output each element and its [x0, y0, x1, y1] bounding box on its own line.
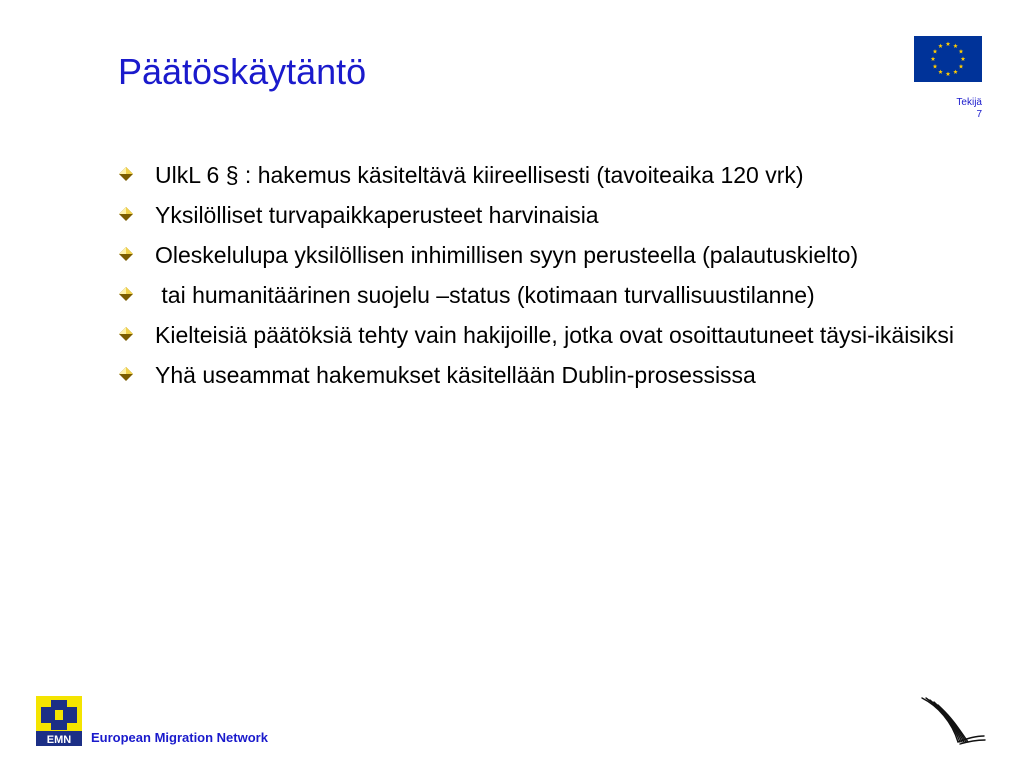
bullet-text: Kielteisiä päätöksiä tehty vain hakijoille, jotka ovat osoittautuneet täysi-ikäisiksi [155, 322, 955, 348]
bullet-item [118, 240, 998, 271]
bullet-list [118, 160, 998, 400]
bird-logo-icon [918, 692, 986, 750]
bullet-item [118, 360, 998, 391]
slide-meta [956, 97, 982, 121]
bullet-item [118, 160, 998, 191]
bullet-text: Yksilölliset turvapaikkaperusteet harvinaisia [155, 202, 599, 228]
diamond-bullet-icon [118, 286, 134, 302]
emn-logo-text: EMN [46, 734, 72, 746]
eu-flag-icon [914, 36, 982, 82]
emn-logo-icon [36, 696, 82, 746]
slide-title: Päätöskäytäntö [118, 51, 367, 92]
bullet-text: Yhä useammat hakemukset käsitellään Dublin-prosessissa [155, 362, 756, 388]
footer-org-name: European Migration Network [91, 730, 268, 745]
diamond-bullet-icon [118, 246, 134, 262]
bullet-text: tai humanitäärinen suojelu –status (kotimaan turvallisuustilanne) [155, 282, 815, 308]
diamond-bullet-icon [118, 326, 134, 342]
slide-number: 7 [976, 109, 982, 120]
bullet-item [118, 200, 998, 231]
diamond-bullet-icon [118, 166, 134, 182]
bullet-item [118, 280, 998, 311]
diamond-bullet-icon [118, 366, 134, 382]
bullet-text: Oleskelulupa yksilöllisen inhimillisen syyn perusteella (palautuskielto) [155, 242, 859, 268]
bullet-text: UlkL 6 § : hakemus käsiteltävä kiireellisesti (tavoiteaika 120 vrk) [155, 162, 804, 188]
diamond-bullet-icon [118, 206, 134, 222]
bullet-item [118, 320, 998, 351]
slide-author: Tekijä [956, 97, 982, 108]
